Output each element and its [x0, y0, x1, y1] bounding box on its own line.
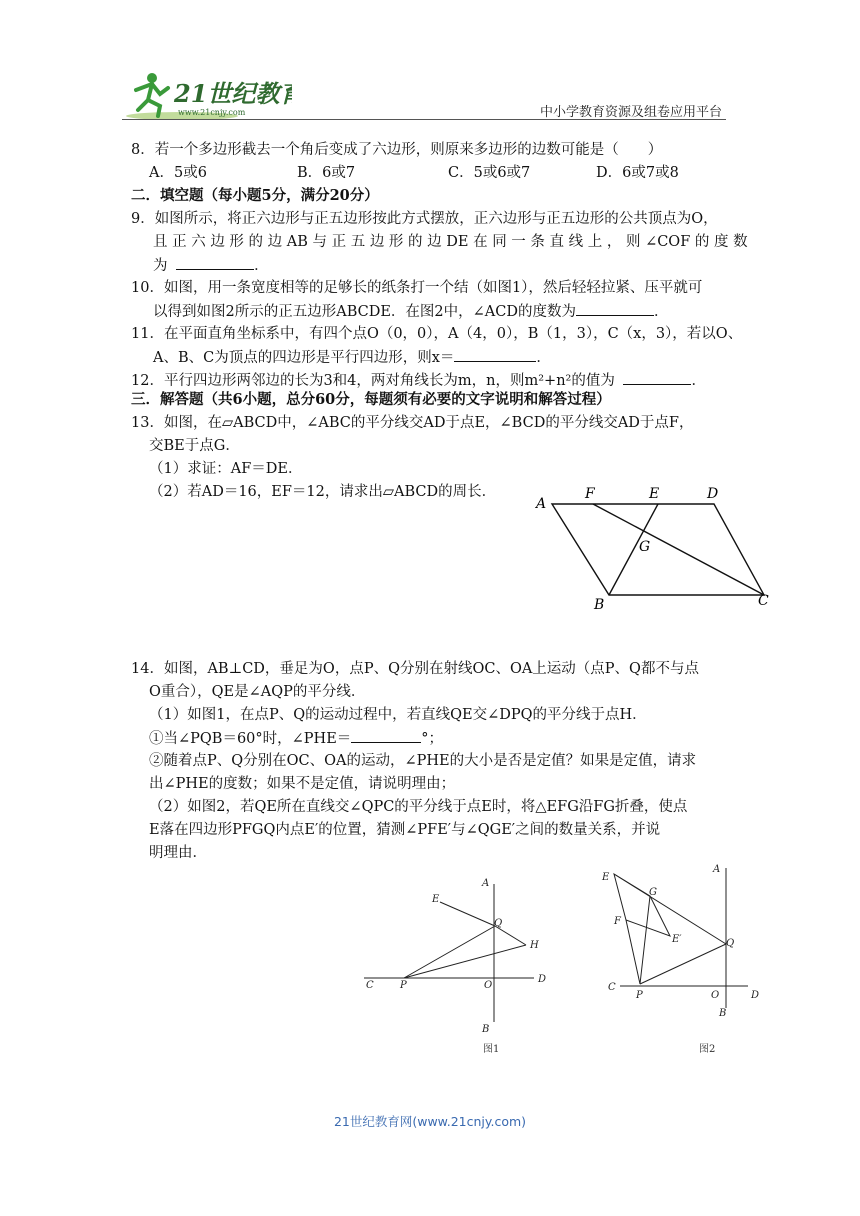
- q11-line-1: 11．在平面直角坐标系中，有四个点O（0，0），A（4，0），B（1，3），C（x，3），若以O、: [131, 326, 743, 342]
- q14f2-label-c: C: [608, 982, 616, 993]
- q14f2-label-e-prime: E′: [672, 934, 682, 945]
- q9-line-1: 9．如图所示，将正六边形与正五边形按此方式摆放，正六边形与正五边形的公共顶点为O，: [131, 211, 718, 227]
- q14-figure-2: [598, 858, 768, 1062]
- q8-stem: 8．若一个多边形截去一个角后变成了六边形，则原来多边形的边数可能是（ ）: [131, 142, 663, 158]
- q9-line-2: 且 正 六 边 形 的 边 AB 与 正 五 边 形 的 边 DE 在 同 一 条 直 线 上 ， 则 ∠COF 的 度 数: [153, 234, 748, 250]
- logo-text: 21世纪教育: [174, 79, 292, 108]
- site-logo[interactable]: [122, 72, 292, 122]
- q13-label-b: B: [594, 597, 605, 612]
- q8-option-a: A．5或6: [149, 165, 207, 181]
- q13-label-g: G: [639, 539, 651, 555]
- q9-line-3-prefix: 为: [153, 258, 168, 274]
- q14-line-4-suffix: °；: [421, 731, 444, 747]
- q14-line-4: [149, 728, 443, 749]
- header-divider: [122, 119, 726, 120]
- q14-line-8: E落在四边形PFGQ内点E′的位置，猜测∠PFE′与∠QGE′之间的数量关系，并说: [149, 822, 661, 838]
- q10-line-2-suffix: ．: [654, 304, 669, 320]
- q9-line-3: [153, 255, 269, 276]
- q14f1-label-o: O: [484, 980, 493, 991]
- q14f2-label-d: D: [751, 990, 760, 1001]
- q13-label-f: F: [585, 486, 595, 502]
- q9-line-3-suffix: ．: [254, 258, 269, 274]
- q14f1-label-e: E: [432, 894, 440, 905]
- q13-line-1: 13．如图，在▱ABCD中，∠ABC的平分线交AD于点E，∠BCD的平分线交AD于点F，: [131, 415, 694, 431]
- q10-line-2: [153, 301, 669, 322]
- q14-line-7: （2）如图2，若QE所在直线交∠QPC的平分线于点E时，将△EFG沿FG折叠，使点: [149, 799, 688, 815]
- q11-line-2-prefix: A、B、C为顶点的四边形是平行四边形，则x＝: [153, 350, 455, 366]
- q11-answer-blank[interactable]: [454, 347, 536, 362]
- q8-option-c: C．5或6或7: [448, 165, 531, 181]
- q14f2-label-p: P: [636, 990, 643, 1001]
- q14f2-label-f: F: [614, 916, 621, 927]
- q11-line-2-suffix: ．: [536, 350, 551, 366]
- q14f1-label-h: H: [530, 940, 539, 951]
- q14f1-label-d: D: [538, 974, 547, 985]
- q14-line-6: 出∠PHE的度数；如果不是定值，请说明理由；: [149, 776, 456, 792]
- q13-label-e: E: [649, 486, 660, 502]
- q12-answer-blank[interactable]: [623, 370, 691, 385]
- q14f2-label-a: A: [713, 864, 721, 875]
- q13-label-c: C: [758, 593, 769, 609]
- section-2-title: 二．填空题（每小题5分，满分20分）: [131, 187, 379, 204]
- platform-name: 中小学教育资源及组卷应用平台: [540, 105, 723, 120]
- q14-line-9: 明理由．: [149, 845, 207, 861]
- q14-line-1: 14．如图，AB⊥CD，垂足为O，点P、Q分别在射线OC、OA上运动（点P、Q都不与点: [131, 661, 699, 677]
- q14f2-label-e: E: [602, 872, 610, 883]
- q10-line-2-prefix: 以得到如图2所示的正五边形ABCDE．在图2中，∠ACD的度数为: [153, 304, 576, 320]
- q14-figure-2-caption: 图2: [699, 1044, 716, 1055]
- q14-figure-1-caption: 图1: [483, 1044, 500, 1055]
- q13-line-2: 交BE于点G．: [149, 438, 240, 454]
- q14f1-label-p: P: [400, 980, 407, 991]
- q14f1-label-a: A: [482, 878, 490, 889]
- q14-line-5: ②随着点P、Q分别在OC、OA的运动，∠PHE的大小是否是定值？如果是定值，请求: [149, 753, 697, 769]
- q12-line-1-suffix: ．: [691, 373, 706, 389]
- q10-line-1: 10．如图，用一条宽度相等的足够长的纸条打一个结（如图1），然后轻轻拉紧、压平就可: [131, 280, 703, 296]
- q12-line-1: [131, 370, 706, 391]
- q13-label-d: D: [707, 486, 719, 502]
- q8-option-d: D．6或7或8: [596, 165, 679, 181]
- footer-link[interactable]: 21世纪教育网(www.21cnjy.com): [333, 1114, 527, 1129]
- q12-line-1-prefix: 12．平行四边形两邻边的长为3和4，两对角线长为m，n，则m²+n²的值为: [131, 373, 615, 389]
- q14-figure-1: [358, 870, 558, 1064]
- q11-line-2: [153, 347, 551, 368]
- section-3-title: 三．解答题（共6小题，总分60分，每题须有必要的文字说明和解答过程）: [131, 391, 611, 408]
- q14f2-label-g: G: [649, 887, 657, 898]
- q14-line-3: （1）如图1，在点P、Q的运动过程中，若直线QE交∠DPQ的平分线于点H．: [149, 707, 647, 723]
- q10-answer-blank[interactable]: [576, 301, 654, 316]
- q14f1-label-q: Q: [494, 918, 503, 929]
- q14-answer-blank[interactable]: [351, 728, 421, 743]
- q14f1-label-c: C: [366, 980, 374, 991]
- q14-line-2: O重合），QE是∠AQP的平分线．: [149, 684, 366, 700]
- q13-part-2: （2）若AD＝16，EF＝12，请求出▱ABCD的周长．: [149, 484, 497, 500]
- q14f2-label-q: Q: [726, 938, 735, 949]
- q9-answer-blank[interactable]: [176, 255, 254, 270]
- q13-label-a: A: [536, 496, 547, 512]
- q14f1-label-b: B: [482, 1024, 490, 1035]
- q14f2-label-o: O: [711, 990, 720, 1001]
- q13-figure: [532, 482, 782, 616]
- q13-part-1: （1）求证：AF＝DE．: [149, 461, 303, 477]
- q14-line-4-prefix: ①当∠PQB＝60°时，∠PHE＝: [149, 731, 352, 747]
- logo-url: www.21cnjy.com: [178, 108, 246, 117]
- q14f2-label-b: B: [719, 1008, 727, 1019]
- q8-option-b: B．6或7: [297, 165, 356, 181]
